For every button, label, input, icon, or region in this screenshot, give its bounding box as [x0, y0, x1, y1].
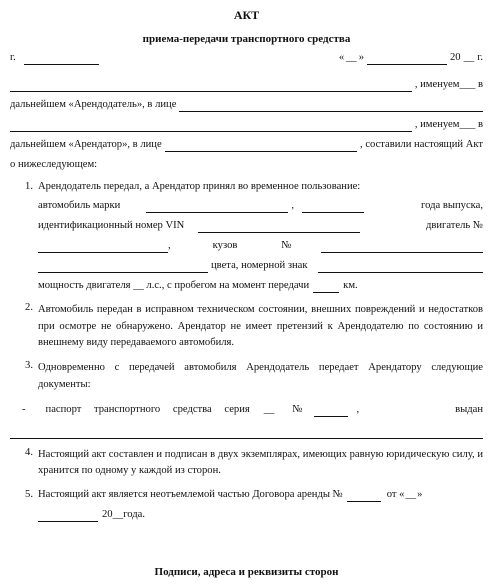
- contract-year-line: [10, 509, 483, 522]
- contract-month-blank[interactable]: [38, 511, 98, 522]
- landlord-named: , именуем___ в: [414, 78, 483, 90]
- item-4-text: Настоящий акт составлен и подписан в двух экземплярах, имеющих равную юридическую силу, и хранится по одному у каждой из сторон.: [38, 449, 483, 477]
- item-3-number: 3.: [25, 360, 33, 372]
- item-4: [10, 447, 483, 480]
- landlord-line-2: [10, 99, 483, 112]
- year-suffix: года.: [123, 508, 146, 520]
- passport-text: паспорт транспортного средства серия: [45, 404, 250, 416]
- item-1: [10, 181, 483, 194]
- date-year: 20: [450, 52, 461, 64]
- color-line: [10, 260, 483, 273]
- item-3-text: Одновременно с передачей автомобиля Арендодатель передает Арендатору следующие документы:: [38, 362, 483, 390]
- power-line: [10, 280, 483, 293]
- car-brand-label: автомобиль марки: [38, 200, 121, 212]
- document-title: АКТ: [233, 8, 260, 22]
- date-day-blank[interactable]: __: [346, 52, 357, 64]
- landlord-line-1: [10, 79, 483, 92]
- signatures-heading: Подписи, адреса и реквизиты сторон: [154, 566, 339, 578]
- vin-line: [10, 220, 483, 233]
- date-year-blank[interactable]: __: [463, 52, 475, 64]
- km-label: км.: [343, 280, 358, 292]
- item-5-number: 5.: [25, 488, 33, 500]
- passport-issuer-blank[interactable]: [10, 428, 483, 439]
- vin-blank[interactable]: [198, 222, 360, 233]
- body-label: кузов: [212, 240, 238, 252]
- item-1-number: 1.: [25, 180, 33, 192]
- item-5-from: от «: [386, 488, 405, 500]
- item-2-text: Автомобиль передан в исправном техническом состоянии, внешних повреждений и недостатков при осмотре не обнаружено. Арендатор не имеет претензий к Арендодателю по состоянию и внешнему виду передаваемого автомобиля.: [38, 304, 483, 348]
- about-line: о нижеследующем:: [10, 158, 98, 170]
- passport-no-sign: №: [292, 404, 303, 416]
- car-brand-blank[interactable]: [146, 202, 288, 213]
- year-issue-label: года выпуска,: [421, 200, 483, 212]
- document-subtitle: приема-передачи транспортного средства: [142, 32, 351, 45]
- engine-number-blank[interactable]: [38, 242, 168, 253]
- date-quote-open: «: [338, 52, 345, 64]
- date-month-blank[interactable]: [367, 54, 447, 65]
- passport-series-blank[interactable]: __: [263, 404, 275, 416]
- item-5-text: Настоящий акт является неотъемлемой частью Договора аренды №: [38, 488, 343, 500]
- contract-day-blank[interactable]: __: [405, 488, 417, 500]
- power-text: мощность двигателя __ л.с., с пробегом на момент передачи: [38, 280, 310, 292]
- passport-issuer-line: [10, 428, 483, 439]
- year-prefix: 20: [102, 508, 113, 520]
- item-5-close: »: [417, 488, 423, 500]
- item-5-line: [38, 489, 483, 502]
- contract-year-blank[interactable]: __: [112, 508, 124, 520]
- body-no-sign: №: [281, 240, 292, 252]
- color-blank[interactable]: [38, 262, 208, 273]
- passport-number-blank[interactable]: [314, 406, 348, 417]
- city-prefix: г.: [10, 52, 16, 64]
- item-4-number: 4.: [25, 447, 33, 459]
- engine-label: двигатель №: [425, 220, 483, 232]
- item-2: [10, 302, 483, 351]
- car-brand-line: автомобиль марки , года выпуска,: [38, 200, 483, 212]
- tenant-further: дальнейшем «Арендатор», в лице: [10, 138, 162, 150]
- landlord-rep-blank[interactable]: [179, 101, 483, 112]
- item-5: [10, 489, 483, 502]
- city-date-line: [10, 52, 483, 65]
- tenant-rep-blank[interactable]: [165, 141, 357, 152]
- compose-act: , составили настоящий Акт: [360, 138, 483, 150]
- vin-label: идентификационный номер VIN: [38, 220, 185, 232]
- date-quote-close: »: [358, 52, 364, 64]
- car-year-blank[interactable]: [302, 202, 364, 213]
- tenant-name-blank[interactable]: [10, 121, 412, 132]
- engine-body-line: , кузов №: [10, 240, 483, 253]
- item-2-number: 2.: [25, 302, 33, 314]
- passport-line: - паспорт транспортного средства серия __ № , выдан: [22, 404, 483, 416]
- body-number-blank[interactable]: [321, 242, 483, 253]
- item-1-text: Арендодатель передал, а Арендатор принял во временное пользование:: [38, 180, 361, 192]
- plate-blank[interactable]: [318, 262, 483, 273]
- landlord-name-blank[interactable]: [10, 81, 412, 92]
- passport-dash: -: [22, 404, 26, 416]
- contract-number-blank[interactable]: [347, 491, 381, 502]
- mileage-blank[interactable]: [313, 282, 339, 293]
- item-3: [10, 360, 483, 393]
- landlord-further: дальнейшем «Арендодатель», в лице: [10, 98, 177, 110]
- tenant-line-2: [10, 139, 483, 152]
- color-label: цвета, номерной знак: [211, 260, 308, 272]
- date-suffix: г.: [477, 52, 483, 64]
- tenant-named: , именуем___ в: [414, 118, 483, 130]
- issued-label: выдан: [455, 404, 483, 416]
- tenant-line-1: [10, 119, 483, 132]
- city-blank[interactable]: [24, 54, 99, 65]
